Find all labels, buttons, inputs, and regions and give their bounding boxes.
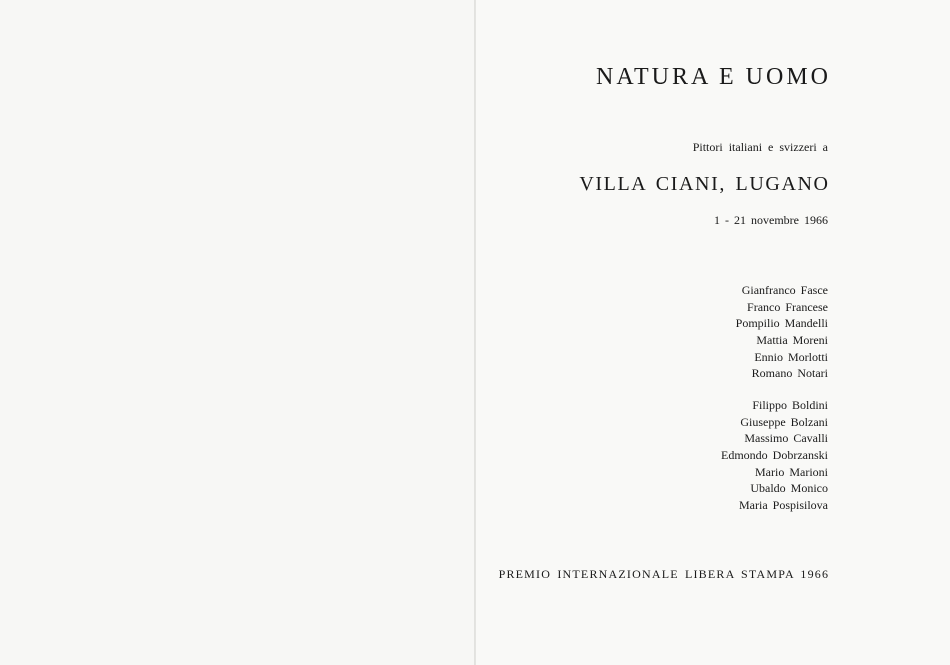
- catalogue-title: NATURA E UOMO: [595, 64, 831, 90]
- venue-heading: VILLA CIANI, LUGANO: [579, 173, 830, 195]
- artist-name: Ubaldo Monico: [750, 481, 828, 496]
- artist-name: Pompilio Mandelli: [735, 316, 828, 331]
- artist-name: Mattia Moreni: [756, 333, 828, 348]
- artist-name: Franco Francese: [747, 299, 828, 314]
- artist-name: Romano Notari: [751, 366, 828, 381]
- artist-name: Edmondo Dobrzanski: [721, 448, 828, 463]
- artist-name: Maria Pospisilova: [739, 498, 828, 513]
- artist-name: Gianfranco Fasce: [741, 283, 828, 297]
- artist-name: Filippo Boldini: [752, 398, 828, 412]
- artist-name: Mario Marioni: [755, 464, 828, 479]
- artist-name: Ennio Morlotti: [754, 349, 828, 364]
- artist-list-swiss: [721, 397, 828, 514]
- exhibition-dates: 1 - 21 novembre 1966: [714, 213, 828, 227]
- right-page: [476, 0, 950, 665]
- catalogue-subtitle: Pittori italiani e svizzeri a: [692, 140, 828, 154]
- artist-name: Massimo Cavalli: [744, 431, 828, 446]
- artist-list-italian: [736, 282, 828, 382]
- award-line: PREMIO INTERNAZIONALE LIBERA STAMPA 1966: [498, 567, 830, 581]
- artist-name: Giuseppe Bolzani: [740, 414, 828, 429]
